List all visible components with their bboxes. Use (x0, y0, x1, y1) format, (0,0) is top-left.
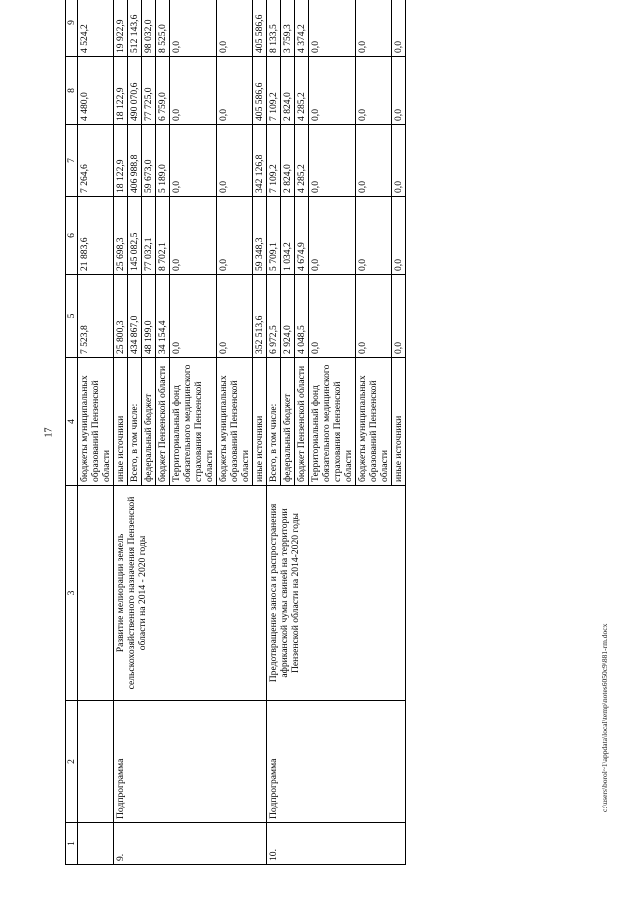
value-cell: 4 524,2 (78, 0, 114, 57)
value-cell: 405 586,6 (253, 57, 267, 125)
value-cell: 406 988,8 (128, 125, 142, 197)
value-cell: 0,0 (309, 57, 356, 125)
value-cell: 4 285,2 (295, 125, 309, 197)
row-number-cell (78, 823, 114, 865)
row-name-cell (78, 486, 114, 701)
value-cell: 434 867,0 (128, 275, 142, 358)
page-number: 17 (43, 427, 55, 438)
value-cell: 0,0 (356, 275, 392, 358)
value-cell: 2 824,0 (281, 57, 295, 125)
column-header: 6 (66, 197, 78, 275)
funding-source-cell: федеральный бюджет (142, 358, 156, 486)
funding-table (65, 0, 406, 865)
value-cell: 512 143,6 (128, 0, 142, 57)
value-cell: 7 523,8 (78, 275, 114, 358)
rotated-table-container (65, 14, 615, 865)
table-row (267, 0, 281, 865)
value-cell: 0,0 (217, 275, 253, 358)
value-cell: 352 513,6 (253, 275, 267, 358)
value-cell: 0,0 (217, 125, 253, 197)
column-header: 4 (66, 358, 78, 486)
file-path-footer: c:\users\borol~1\appdata\local\temp\notes6050c9\881-rm.docx (600, 623, 609, 812)
value-cell: 5 189,0 (156, 125, 170, 197)
value-cell: 0,0 (217, 57, 253, 125)
column-header: 5 (66, 275, 78, 358)
value-cell: 21 883,6 (78, 197, 114, 275)
funding-source-cell: бюджеты муниципальных образований Пензенской области (78, 358, 114, 486)
value-cell: 1 034,2 (281, 197, 295, 275)
value-cell: 4 480,0 (78, 57, 114, 125)
value-cell: 342 126,8 (253, 125, 267, 197)
value-cell: 0,0 (392, 197, 406, 275)
value-cell: 3 759,3 (281, 0, 295, 57)
row-number-cell: 9. (114, 823, 267, 865)
value-cell: 8 133,5 (267, 0, 281, 57)
value-cell: 19 922,9 (114, 0, 128, 57)
value-cell: 0,0 (309, 197, 356, 275)
value-cell: 0,0 (356, 0, 392, 57)
value-cell: 48 199,0 (142, 275, 156, 358)
value-cell: 0,0 (356, 57, 392, 125)
column-number-row (66, 0, 78, 865)
column-header: 2 (66, 701, 78, 823)
row-type-cell: Подпрограмма (114, 701, 267, 823)
value-cell: 405 586,6 (253, 0, 267, 57)
value-cell: 18 122,9 (114, 125, 128, 197)
value-cell: 0,0 (170, 197, 217, 275)
value-cell: 4 285,2 (295, 57, 309, 125)
funding-source-cell: Всего, в том числе: (128, 358, 142, 486)
value-cell: 0,0 (392, 275, 406, 358)
value-cell: 490 070,6 (128, 57, 142, 125)
value-cell: 0,0 (217, 197, 253, 275)
value-cell: 4 048,5 (295, 275, 309, 358)
value-cell: 7 264,6 (78, 125, 114, 197)
value-cell: 59 348,3 (253, 197, 267, 275)
value-cell: 0,0 (170, 0, 217, 57)
funding-source-cell: иные источники (253, 358, 267, 486)
funding-source-cell: бюджет Пензенской области (295, 358, 309, 486)
column-header: 7 (66, 125, 78, 197)
funding-source-cell: иные источники (114, 358, 128, 486)
value-cell: 18 122,9 (114, 57, 128, 125)
value-cell: 2 824,0 (281, 125, 295, 197)
table-row (78, 0, 114, 865)
row-name-cell: Предотвращение заноса и распространения африканской чумы свиней на территории Пензенской области на 2014-2020 годы (267, 486, 406, 701)
value-cell: 145 082,5 (128, 197, 142, 275)
value-cell: 0,0 (356, 125, 392, 197)
funding-source-cell: Территориальный фонд обязательного медицинского страхования Пензенской области (309, 358, 356, 486)
value-cell: 0,0 (356, 197, 392, 275)
funding-source-cell: бюджеты муниципальных образований Пензенской области (217, 358, 253, 486)
value-cell: 0,0 (170, 275, 217, 358)
value-cell: 7 109,2 (267, 125, 281, 197)
value-cell: 25 698,3 (114, 197, 128, 275)
value-cell: 4 674,9 (295, 197, 309, 275)
funding-source-cell: федеральный бюджет (281, 358, 295, 486)
value-cell: 2 924,0 (281, 275, 295, 358)
value-cell: 0,0 (309, 275, 356, 358)
value-cell: 6 972,5 (267, 275, 281, 358)
funding-source-cell: бюджет Пензенской области (156, 358, 170, 486)
value-cell: 0,0 (170, 57, 217, 125)
value-cell: 34 154,4 (156, 275, 170, 358)
value-cell: 98 032,0 (142, 0, 156, 57)
table-row (114, 0, 128, 865)
funding-source-cell: иные источники (392, 358, 406, 486)
value-cell: 59 673,0 (142, 125, 156, 197)
column-header: 1 (66, 823, 78, 865)
row-number-cell: 10. (267, 823, 406, 865)
value-cell: 7 109,2 (267, 57, 281, 125)
column-header: 3 (66, 486, 78, 701)
column-header: 9 (66, 0, 78, 57)
value-cell: 5 709,1 (267, 197, 281, 275)
value-cell: 0,0 (309, 125, 356, 197)
value-cell: 8 525,0 (156, 0, 170, 57)
value-cell: 77 032,1 (142, 197, 156, 275)
value-cell: 8 702,1 (156, 197, 170, 275)
value-cell: 77 725,0 (142, 57, 156, 125)
column-header: 8 (66, 57, 78, 125)
value-cell: 0,0 (392, 57, 406, 125)
value-cell: 0,0 (217, 0, 253, 57)
value-cell: 0,0 (392, 125, 406, 197)
value-cell: 0,0 (170, 125, 217, 197)
funding-source-cell: Территориальный фонд обязательного медицинского страхования Пензенской области (170, 358, 217, 486)
value-cell: 4 374,2 (295, 0, 309, 57)
row-name-cell: Развитие мелиорации земель сельскохозяйственного назначения Пензенской области на 2014 - 2020 годы (114, 486, 267, 701)
row-type-cell (78, 701, 114, 823)
funding-source-cell: бюджеты муниципальных образований Пензенской области (356, 358, 392, 486)
value-cell: 0,0 (309, 0, 356, 57)
value-cell: 0,0 (392, 0, 406, 57)
value-cell: 6 759,0 (156, 57, 170, 125)
table-body (66, 0, 406, 865)
value-cell: 25 800,3 (114, 275, 128, 358)
funding-source-cell: Всего, в том числе: (267, 358, 281, 486)
row-type-cell: Подпрограмма (267, 701, 406, 823)
